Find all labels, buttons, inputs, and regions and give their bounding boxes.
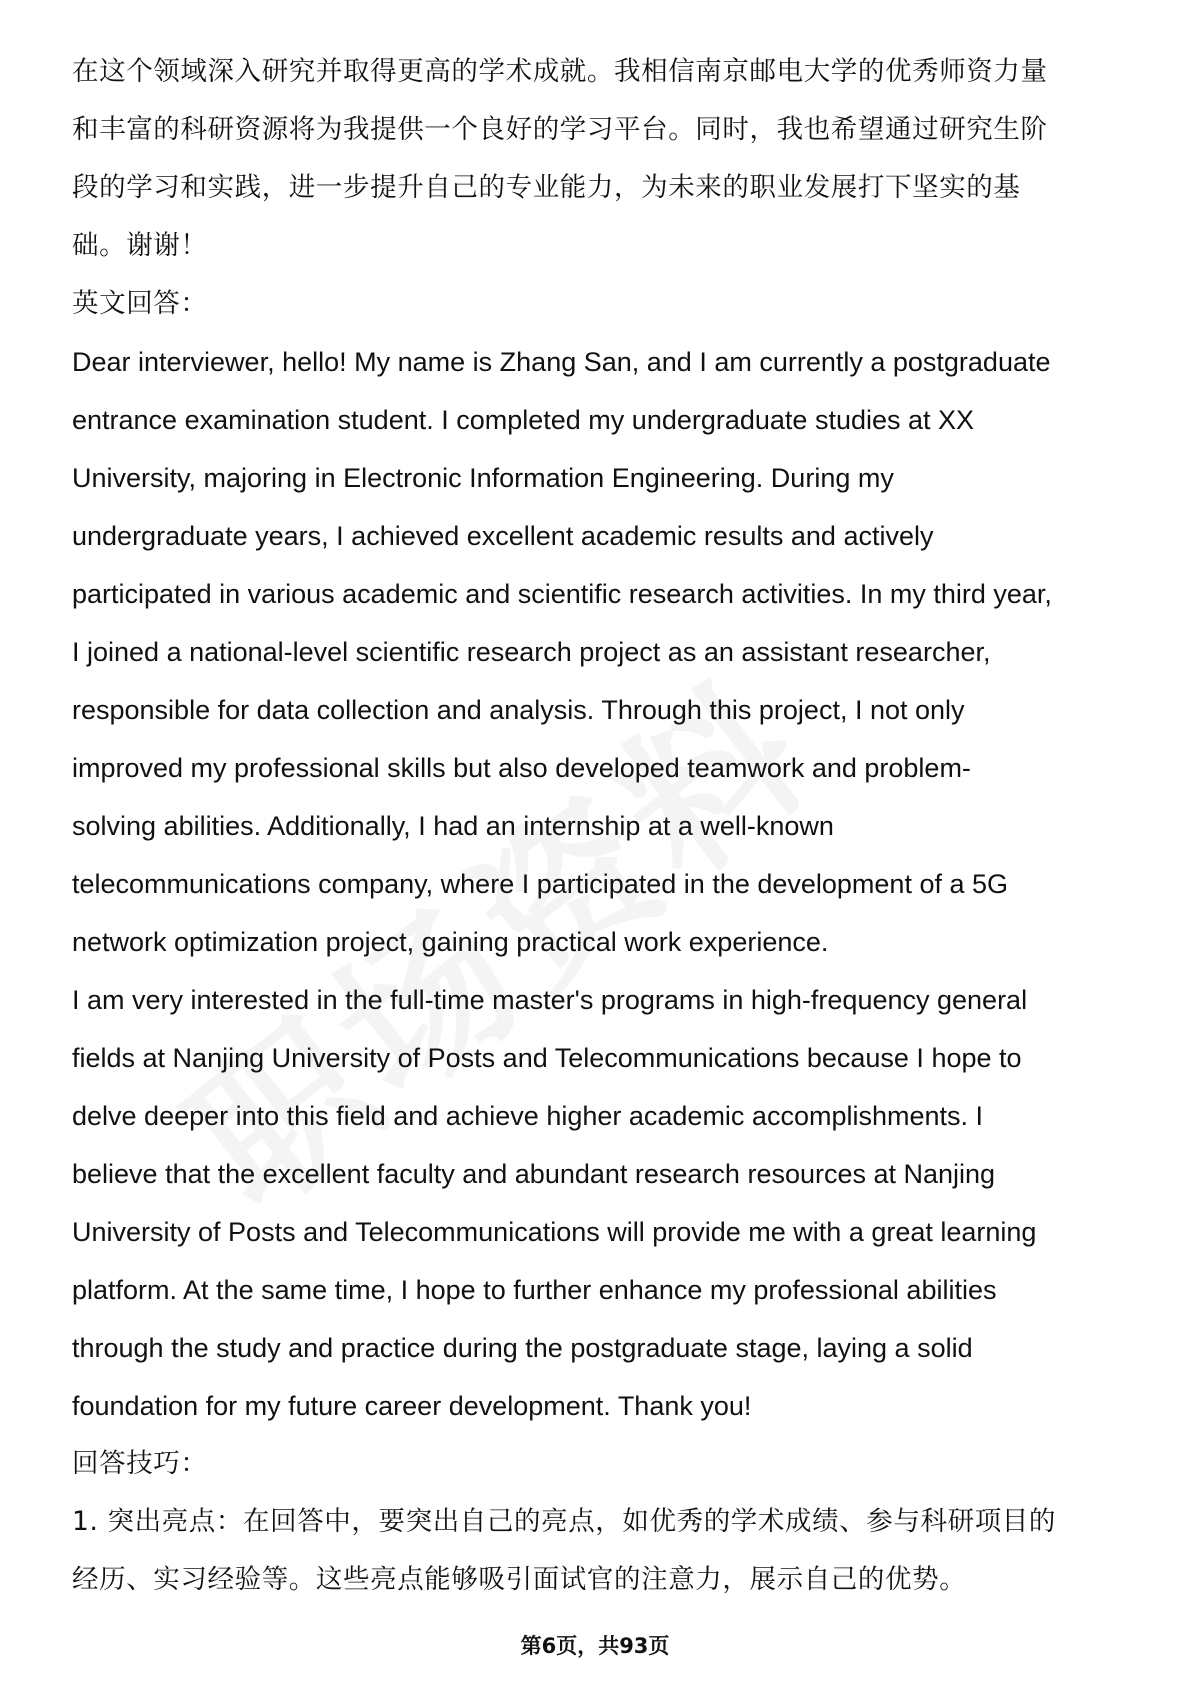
text-line: delve deeper into this field and achieve higher academic accomplishments. I: [72, 1101, 984, 1131]
text-line: University, majoring in Electronic Information Engineering. During my: [72, 463, 894, 493]
text-line: platform. At the same time, I hope to further enhance my professional abilities: [72, 1275, 997, 1305]
text-line: University of Posts and Telecommunications will provide me with a great learning: [72, 1217, 1037, 1247]
body-text: [72, 43, 1132, 1609]
text-line: foundation for my future career development. Thank you!: [72, 1391, 752, 1421]
text-line: improved my professional skills but also developed teamwork and problem-: [72, 753, 971, 783]
page-number: 第6页，共93页: [520, 1634, 670, 1658]
text-line: undergraduate years, I achieved excellent academic results and actively: [72, 521, 934, 551]
section-heading-english-answer: 英文回答：: [72, 288, 208, 319]
text-line: I am very interested in the full-time master's programs in high-frequency general: [72, 985, 1028, 1015]
text-line: telecommunications company, where I participated in the development of a 5G: [72, 869, 1009, 899]
text-line: entrance examination student. I completed my undergraduate studies at XX: [72, 405, 975, 435]
text-line: 在这个领域深入研究并取得更高的学术成就。我相信南京邮电大学的优秀师资力量: [72, 56, 1048, 87]
text-line: 和丰富的科研资源将为我提供一个良好的学习平台。同时，我也希望通过研究生阶: [72, 114, 1048, 145]
text-line: fields at Nanjing University of Posts and Telecommunications because I hope to: [72, 1043, 1022, 1073]
text-line: I joined a national-level scientific research project as an assistant researcher,: [72, 637, 991, 667]
text-line: Dear interviewer, hello! My name is Zhang San, and I am currently a postgraduate: [72, 347, 1051, 377]
text-line: 段的学习和实践，进一步提升自己的专业能力，为未来的职业发展打下坚实的基: [72, 172, 1021, 203]
text-line: through the study and practice during the postgraduate stage, laying a solid: [72, 1333, 973, 1363]
text-line: solving abilities. Additionally, I had an internship at a well-known: [72, 811, 834, 841]
section-heading-answer-tips: 回答技巧：: [72, 1448, 208, 1479]
text-line: network optimization project, gaining practical work experience.: [72, 927, 829, 957]
text-line: 础。谢谢！: [72, 230, 208, 261]
text-line: 经历、实习经验等。这些亮点能够吸引面试官的注意力，展示自己的优势。: [72, 1564, 967, 1595]
text-line: believe that the excellent faculty and abundant research resources at Nanjing: [72, 1159, 996, 1189]
text-line: participated in various academic and scientific research activities. In my third year,: [72, 579, 1052, 609]
text-line: responsible for data collection and analysis. Through this project, I not only: [72, 695, 965, 725]
text-line: 1. 突出亮点：在回答中，要突出自己的亮点，如优秀的学术成绩、参与科研项目的: [72, 1506, 1057, 1537]
